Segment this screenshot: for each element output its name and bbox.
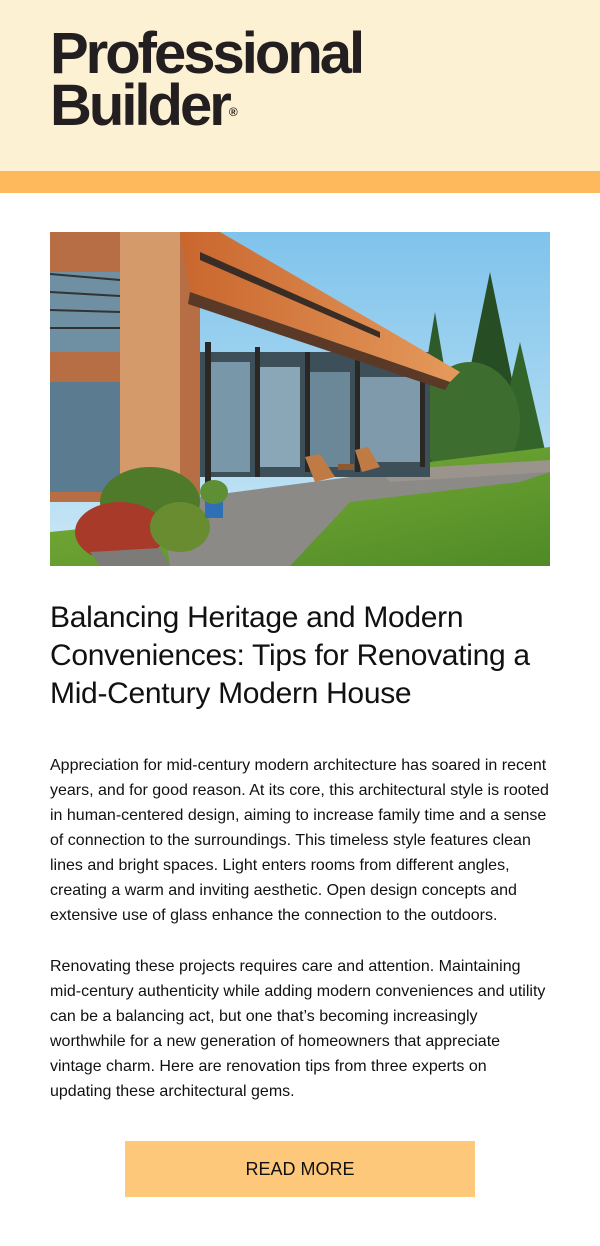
article-body	[0, 193, 600, 1197]
professional-builder-logo[interactable]	[50, 21, 530, 138]
hero-image[interactable]	[50, 232, 550, 566]
logo-line-professional: Professional	[50, 21, 363, 86]
cta-container	[50, 1141, 550, 1197]
article-paragraph-1: Appreciation for mid-century modern architecture has soared in recent years, and for good reason. At its core, this architectural style is rooted in human-centered design, aiming to increase family time and a sense of connection to the surroundings. This timeless style features clean lines and bright spaces. Light enters rooms from different angles, creating a warm and inviting aesthetic. Open design concepts and extensive use of glass enhance the connection to the outdoors.	[50, 757, 549, 924]
header-stripe	[0, 171, 600, 193]
logo-line-builder	[50, 73, 530, 138]
masthead	[0, 0, 600, 171]
registered-mark: ®	[228, 105, 238, 119]
read-more-button[interactable]: READ MORE	[125, 1141, 475, 1197]
logo-line-builder-text: Builder	[50, 73, 229, 138]
article-title[interactable]: Balancing Heritage and Modern Conveniences: Tips for Renovating a Mid-Century Modern House	[50, 601, 530, 710]
article-paragraph-2: Renovating these projects requires care and attention. Maintaining mid-century authenticity while adding modern conveniences and utility can be a balancing act, but one that’s becoming increasingly worthwhile for a new generation of homeowners that appreciate vintage charm. Here are renovation tips from three experts on updating these architectural gems.	[50, 958, 546, 1100]
hero-house-illustration	[50, 232, 550, 566]
